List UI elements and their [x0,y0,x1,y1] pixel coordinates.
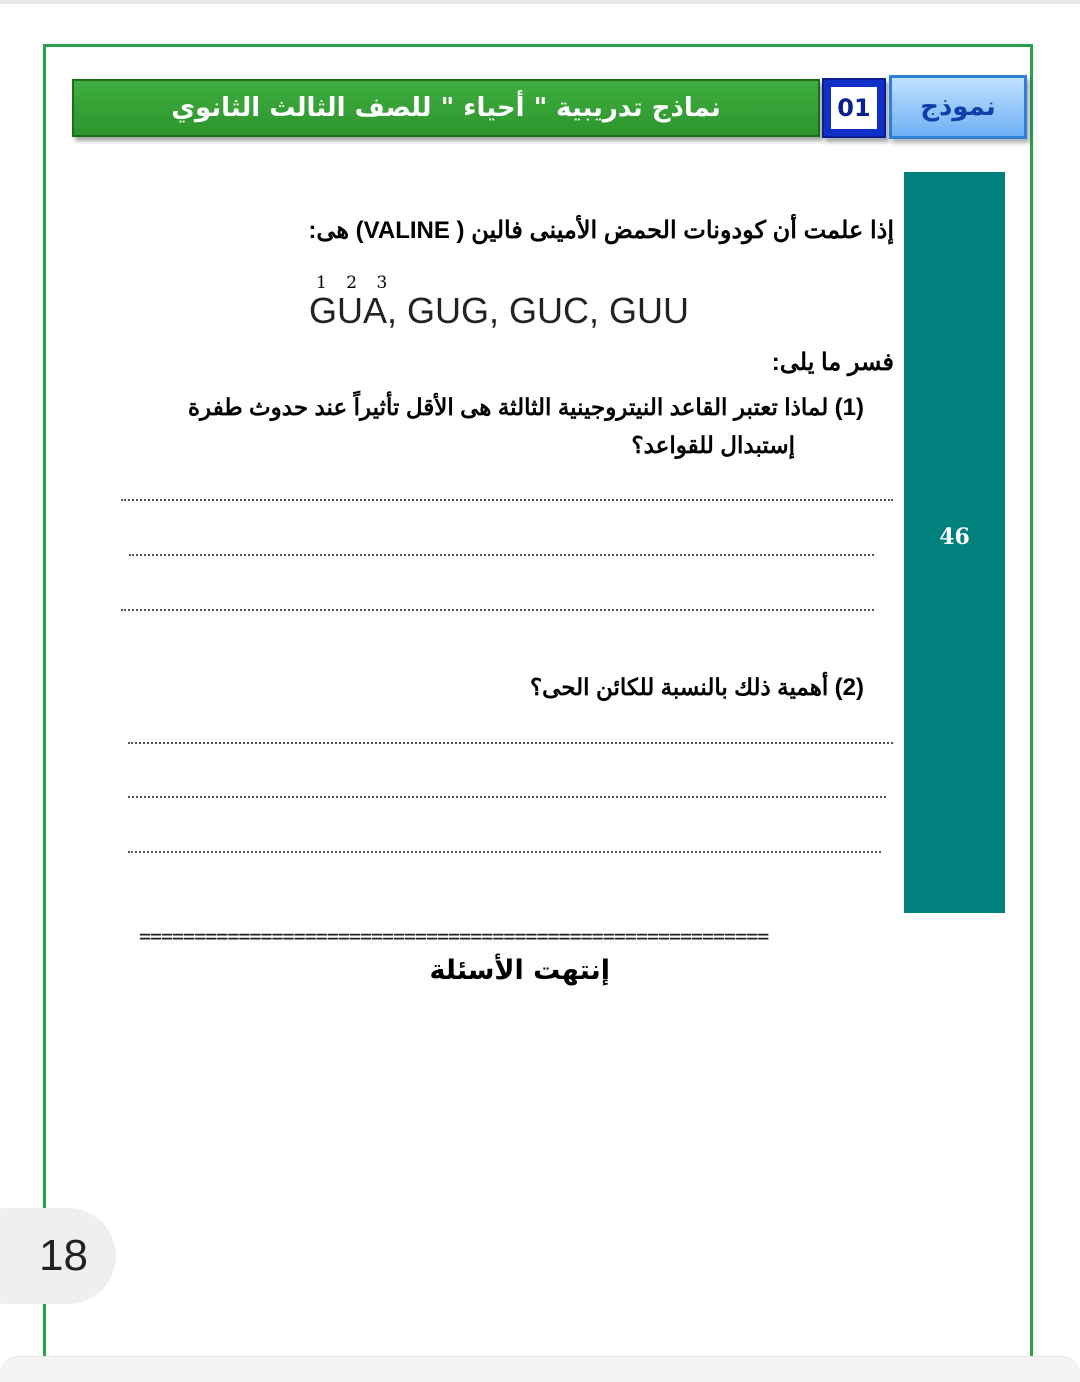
codon-list: GUA, GUG, GUC, GUU [309,290,690,331]
model-number: 01 [831,87,877,129]
question-1-line-1 [188,394,864,422]
question-2 [530,674,864,702]
model-number-box [822,78,886,138]
answer-line[interactable] [128,742,893,744]
model-label-box [889,75,1027,139]
bottom-strip [0,1356,1080,1382]
page-number: 18 [39,1231,88,1280]
separator-line: ========================================================= [139,924,769,948]
model-label: نموذج [920,92,996,122]
answer-line[interactable] [128,796,886,798]
question-1-line-2: إستبدال للقواعد؟ [631,432,795,458]
question-2-text: أهمية ذلك بالنسبة للكائن الحى؟ [529,674,829,700]
question-number: 46 [939,524,970,550]
question-1-text: لماذا تعتبر القاعد النيتروجينية الثالثة هى الأقل تأثيراً عند حدوث طفرة [187,394,829,420]
page-number-badge [0,1208,116,1304]
answer-line[interactable] [121,609,874,611]
question-1-number: (1) [834,394,864,421]
answer-line[interactable] [129,554,874,556]
end-of-questions: إنتهت الأسئلة [429,955,610,986]
answer-line[interactable] [121,499,893,501]
question-2-number: (2) [834,674,864,701]
question-intro: إذا علمت أن كودونات الحمض الأمينى فالين ( VALINE) هى: [308,217,894,244]
top-strip [0,0,1080,4]
header-title-bar [72,79,820,137]
question-side-bar [904,172,1005,913]
codon-position-numbers: 1 2 3 [316,273,395,293]
header-title: نماذج تدريبية " أحياء " للصف الثالث الثانوي [171,93,721,123]
explain-heading: فسر ما يلى: [771,349,894,376]
answer-line[interactable] [128,851,881,853]
